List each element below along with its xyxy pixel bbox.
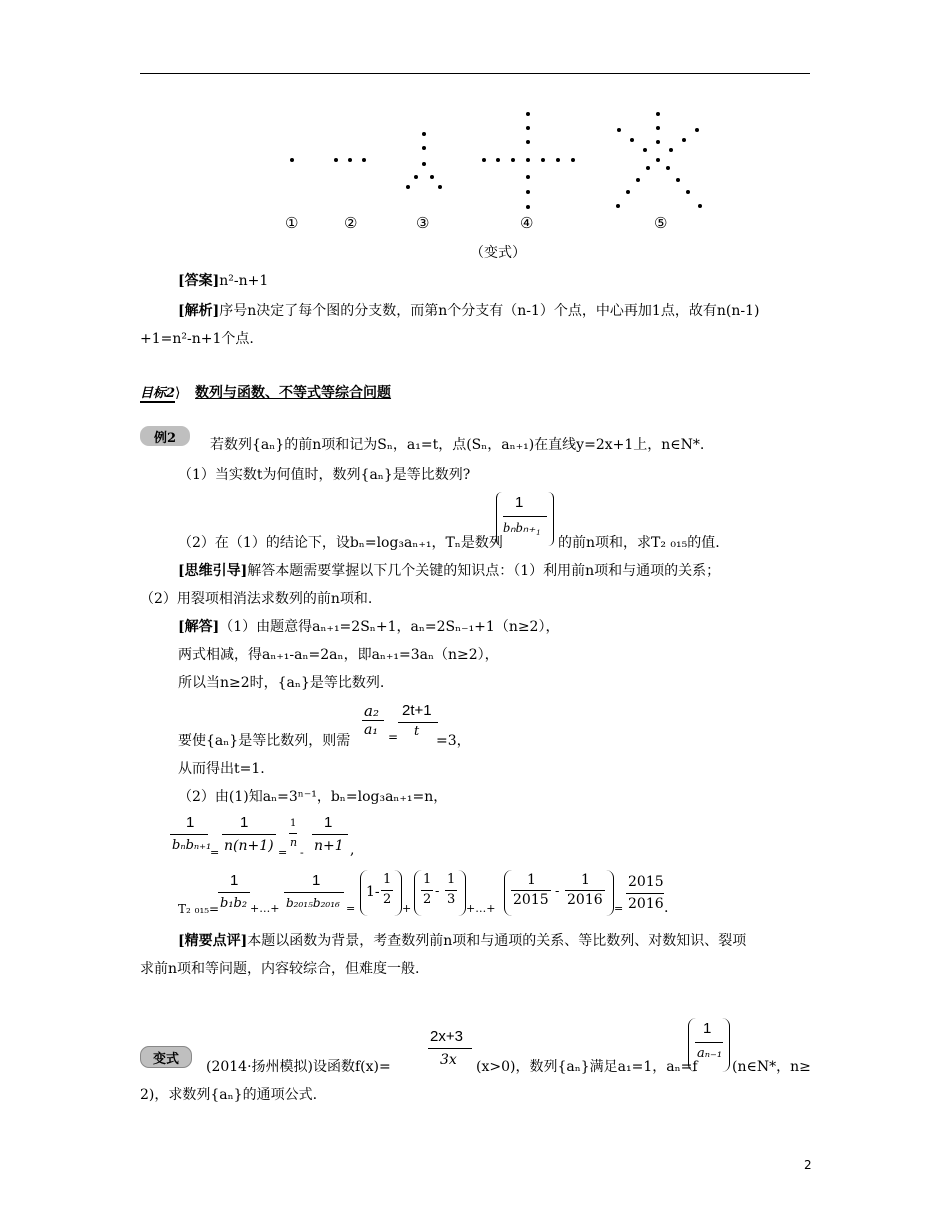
- figure-label-2: ②: [344, 214, 358, 232]
- q2-frac-den: bₙbₙ₊₁: [503, 521, 541, 536]
- variant-g-bar: [695, 1042, 723, 1043]
- comment-text-1: 本题以函数为背景，考查数列前n项和与通项的关系、等比数列、对数知识、裂项: [247, 933, 747, 949]
- l8-p3b-num: 1: [581, 872, 590, 888]
- l8-p3a-bar: [511, 890, 551, 891]
- l8-period: .: [664, 900, 669, 916]
- l8-paren-3: [504, 870, 614, 916]
- l8-eq2: =: [614, 902, 624, 915]
- l8-plus-dots-1: +…+: [250, 902, 280, 915]
- l8-half-num: 1: [383, 872, 392, 887]
- dot: [646, 166, 650, 170]
- dot: [526, 112, 530, 116]
- dot: [438, 185, 442, 189]
- guide-line-1: [178, 560, 720, 580]
- l8-pre: T₂ ₀₁₅=: [178, 902, 220, 916]
- answer-text: n²-n+1: [219, 273, 269, 289]
- l8-p2a-num: 1: [423, 872, 432, 887]
- dot: [526, 175, 530, 179]
- answer-tag: [答案]: [178, 273, 220, 289]
- variant-f-bar: [428, 1048, 472, 1049]
- l8-f2-den: b₂₀₁₅b₂₀₁₆: [286, 896, 340, 910]
- guide-tag: [思维引导]: [178, 563, 248, 579]
- l8-f1-num: 1: [230, 872, 239, 889]
- solution-text-1: （1）由题意得aₙ₊₁=2Sₙ+1，aₙ=2Sₙ₋₁+1（n≥2），: [219, 619, 560, 635]
- example-q2-pre: （2）在（1）的结论下，设bₙ=log₃aₙ₊₁，Tₙ是数列: [178, 535, 503, 551]
- solution-line-4-pre: 要使{aₙ}是等比数列，则需: [178, 733, 351, 749]
- l7-f2-bar: [222, 834, 276, 835]
- l8-p2b-den: 3: [447, 892, 456, 907]
- dot: [676, 178, 680, 182]
- l8-p2b-num: 1: [447, 872, 456, 887]
- l7-f4-bar: [312, 834, 348, 835]
- l7-f4-num: 1: [324, 814, 333, 831]
- dot: [617, 128, 621, 132]
- l8-eq: =: [346, 902, 356, 915]
- l8-f1-bar: [218, 892, 250, 893]
- l8-f2-bar: [284, 892, 344, 893]
- example-q1: （1）当实数t为何值时，数列{aₙ}是等比数列?: [178, 467, 471, 483]
- l7-eq2: =: [278, 846, 288, 859]
- dot: [511, 158, 515, 162]
- solution-line-6: （2）由(1)知aₙ=3ⁿ⁻¹，bₙ=log₃aₙ₊₁=n，: [178, 789, 448, 805]
- l7-f3-num: 1: [290, 818, 297, 829]
- example-stem: 若数列{aₙ}的前n项和记为Sₙ，a₁=t，点(Sₙ，aₙ₊₁)在直线y=2x+1上，n∈N*.: [210, 437, 705, 453]
- l8-p3-minus: -: [555, 884, 560, 899]
- figure-label-1: ①: [285, 214, 299, 232]
- comment-line-2: 求前n项和等问题，内容较综合，但难度一般.: [140, 961, 420, 977]
- dot: [656, 126, 660, 130]
- dot: [682, 138, 686, 142]
- variant-f-num: 2x+3: [430, 1028, 463, 1045]
- variant-g-den: aₙ₋₁: [697, 1046, 723, 1061]
- dot: [526, 140, 530, 144]
- l4-frac1-bar: [362, 720, 384, 721]
- solution-tag: [解答]: [178, 619, 220, 635]
- l4-frac2-bar: [398, 722, 438, 723]
- l8-res-den: 2016: [628, 896, 664, 912]
- dot: [571, 158, 575, 162]
- l8-p2b-bar: [445, 890, 457, 891]
- figure-label-5: ⑤: [654, 214, 668, 232]
- dot: [616, 204, 620, 208]
- dot: [636, 178, 640, 182]
- l8-p3b-den: 2016: [567, 892, 603, 908]
- l8-paren-1: [360, 870, 402, 916]
- solution-line-2: 两式相减，得aₙ₊₁-aₙ=2aₙ，即aₙ₊₁=3aₙ（n≥2），: [178, 647, 499, 663]
- variant-pre: (2014·扬州模拟)设函数f(x)=: [206, 1059, 391, 1075]
- solution-line-3: 所以当n≥2时，{aₙ}是等比数列.: [178, 675, 385, 691]
- figure-label-4: ④: [520, 214, 534, 232]
- dot: [526, 126, 530, 130]
- q2-frac-bar: [503, 516, 547, 517]
- dot: [414, 175, 418, 179]
- l4-frac2-num: 2t+1: [402, 702, 432, 719]
- figure-label-3: ③: [416, 214, 430, 232]
- dot: [362, 158, 366, 162]
- dot: [541, 158, 545, 162]
- variant-paren: [688, 1018, 730, 1072]
- dot: [422, 162, 426, 166]
- dot: [656, 140, 660, 144]
- l7-f4-den: n+1: [314, 838, 344, 854]
- l8-p3b-bar: [565, 890, 605, 891]
- l8-f1-den: b₁b₂: [220, 896, 248, 911]
- dot: [422, 146, 426, 150]
- l8-paren-2: [414, 870, 466, 916]
- l7-f2-num: 1: [240, 814, 249, 831]
- variant-g-num: 1: [703, 1020, 712, 1037]
- l7-f1-num: 1: [186, 814, 195, 831]
- dot: [422, 132, 426, 136]
- comment-line-1: [178, 930, 746, 950]
- dot: [686, 190, 690, 194]
- l7-f1-den: bₙbₙ₊₁: [172, 838, 212, 853]
- l8-p2a-bar: [421, 890, 433, 891]
- goal-heading: [140, 382, 391, 402]
- l7-comma: ,: [350, 842, 355, 858]
- q2-frac-num: 1: [515, 494, 524, 511]
- variant-mid: (x>0)，数列{aₙ}满足a₁=1，aₙ=f: [476, 1059, 698, 1075]
- dot: [290, 158, 294, 162]
- dot: [656, 158, 660, 162]
- l8-half-den: 2: [383, 892, 392, 907]
- l7-f3-den: n: [290, 836, 298, 849]
- dot: [526, 190, 530, 194]
- variant-f-den: 3x: [440, 1052, 457, 1068]
- solution-line-1: [178, 616, 559, 636]
- l4-post: =3，: [436, 733, 471, 749]
- example-q2-post: 的前n项和，求T₂ ₀₁₅的值.: [558, 535, 720, 551]
- dot: [630, 138, 634, 142]
- dot: [666, 166, 670, 170]
- analysis-text-1: 序号n决定了每个图的分支数，而第n个分支有（n-1）个点，中心再加1点，故有n(n-1): [219, 303, 760, 319]
- variant-post: (n∈N*，n≥: [732, 1059, 811, 1075]
- dot: [430, 175, 434, 179]
- dot: [482, 158, 486, 162]
- answer-line: [178, 270, 268, 290]
- figure-caption: （变式）: [470, 245, 526, 261]
- variant-line-2: 2)，求数列{aₙ}的通项公式.: [140, 1087, 318, 1103]
- example-tag: 例2: [140, 426, 190, 446]
- l8-half-bar: [381, 890, 393, 891]
- l7-eq1: =: [210, 846, 220, 859]
- dot: [526, 205, 530, 209]
- solution-line-5: 从而得出t=1.: [178, 761, 265, 777]
- dot: [669, 148, 673, 152]
- l8-res-num: 2015: [628, 874, 664, 890]
- dot: [556, 158, 560, 162]
- l4-frac1-den: a₁: [364, 722, 378, 738]
- guide-text-1: 解答本题需要掌握以下几个关键的知识点：（1）利用前n项和与通项的关系；: [247, 563, 721, 579]
- l7-f2-den: n(n+1): [224, 838, 274, 854]
- dot: [334, 158, 338, 162]
- goal-tag: 目标2: [140, 386, 176, 401]
- analysis-tag: [解析]: [178, 303, 220, 319]
- l8-p2-minus: -: [435, 884, 440, 899]
- l8-plus-dots-2: +…+: [466, 902, 496, 915]
- l8-p1: 1-: [366, 884, 380, 900]
- header-rule: [140, 73, 810, 74]
- l7-f3-bar: [289, 833, 297, 834]
- l4-frac2-den: t: [414, 724, 420, 739]
- l4-frac1-num: a₂: [364, 702, 379, 720]
- guide-line-2: （2）用裂项相消法求数列的前n项和.: [140, 591, 373, 607]
- dot: [496, 158, 500, 162]
- dot: [656, 112, 660, 116]
- l4-eq: =: [388, 730, 399, 744]
- goal-title: 数列与函数、不等式等综合问题: [195, 385, 392, 401]
- dot: [643, 148, 647, 152]
- l8-res-bar: [626, 893, 664, 894]
- l8-p2a-den: 2: [423, 892, 432, 907]
- l8-p3a-num: 1: [527, 872, 536, 888]
- l8-plus-1: +: [402, 902, 412, 915]
- comment-tag: [精要点评]: [178, 933, 248, 949]
- variant-tag: 变式: [140, 1046, 192, 1068]
- l8-f2-num: 1: [312, 872, 321, 889]
- dot: [698, 204, 702, 208]
- page-number: 2: [804, 1158, 812, 1172]
- dot: [348, 158, 352, 162]
- dot: [406, 185, 410, 189]
- l8-p3a-den: 2015: [513, 892, 549, 908]
- dot: [626, 190, 630, 194]
- analysis-line-1: [178, 300, 759, 320]
- goal-arrow-icon: ⟩: [175, 385, 181, 401]
- dot: [526, 158, 530, 162]
- dot: [695, 128, 699, 132]
- brace-set: [496, 492, 554, 546]
- analysis-line-2: +1=n²-n+1个点.: [140, 331, 254, 347]
- l7-f1-bar: [170, 834, 208, 835]
- l7-minus: -: [300, 846, 304, 859]
